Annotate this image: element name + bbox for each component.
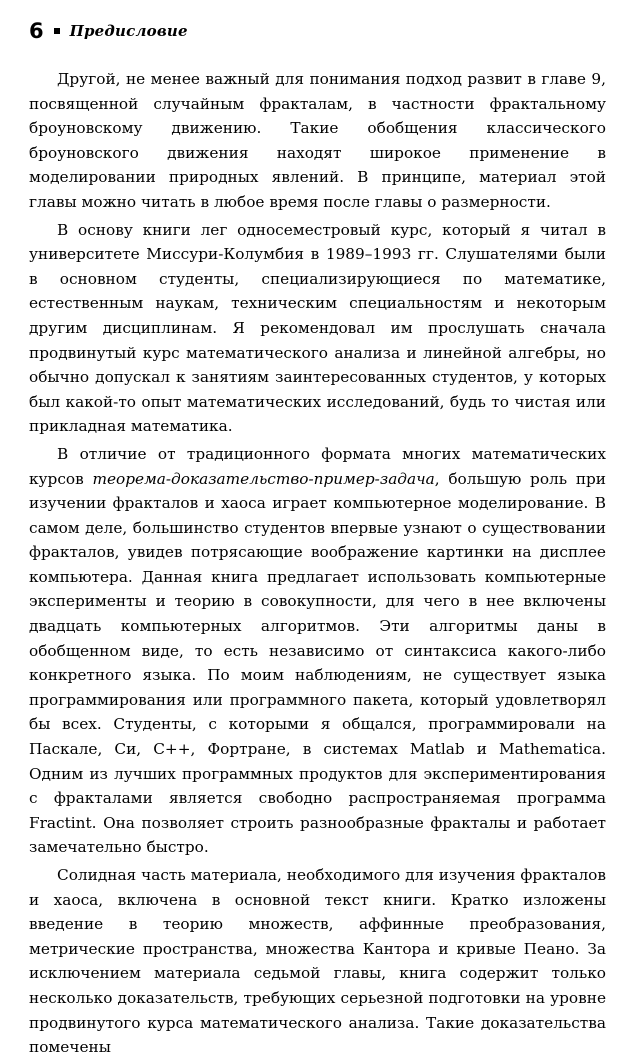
running-head	[29, 17, 188, 45]
paragraph-1: Другой, не менее важный для понимания подход развит в главе 9, посвященной случайным фракталам, в частности фрактальному броуновскому движению. Такие обобщения классического броуновского движения находят широкое применение в моделировании природных явлений. В принципе, материал этой главы можно читать в любое время после главы о размерности.	[29, 70, 606, 211]
paragraph-3	[29, 442, 606, 860]
section-title: Предисловие	[69, 22, 188, 40]
page-number: 6	[29, 19, 44, 43]
paragraph-4: Солидная часть материала, необходимого для изучения фракталов и хаоса, включена в основной текст книги. Кратко изложены введение в теорию множеств, аффинные преобразования, метрические пространства, множества Кантора и кривые Пеано. За исключением материала седьмой главы, книга содержит только несколько доказательств, требующих серьезной подготовки на уровне продвинутого курса математического анализа. Такие доказательства помечены	[29, 866, 606, 1057]
paragraph-2: В основу книги лег односеместровый курс, который я читал в университете Миссури-Колумбия в 1989–1993 гг. Слушателями были в основном студенты, специализирующиеся по математике, естественным наукам, техническим специальностям и некоторым другим дисциплинам. Я рекомендовал им прослушать сначала продвинутый курс математического анализа и линейной алгебры, но обычно допускал к занятиям заинтересованных студентов, у которых был какой-то опыт математических исследований, будь то чистая или прикладная математика.	[29, 220, 606, 436]
emphasized-term: теорема-доказательство-пример-задача	[92, 469, 435, 488]
bullet-icon	[54, 28, 60, 34]
paragraph-3-lead: В отличие от традиционного формата многих математических курсов	[29, 444, 606, 488]
paragraph-3-rest: , большую роль при изучении фракталов и хаоса играет компьютерное моделирование. В самом деле, большинство студентов впервые узнают о существовании фракталов, увидев потрясающие воображение картинки на дисплее компьютера. Данная книга предлагает использовать компьютерные эксперименты и теорию в совокупности, для чего в нее включены двадцать компьютерных алгоритмов. Эти алгоритмы даны в обобщенном виде, то есть независимо от синтаксиса какого-либо конкретного языка. По моим наблюдениям, не существует языка программирования или программного пакета, который удовлетворял бы всех. Студенты, с которыми я общался, программировали на Паскале, Си, C++, Фортране, в системах Matlab и Mathematica. Одним из лучших программных продуктов для экспериментирования с фракталами является свободно распространяемая программа Fractint. Она позволяет строить разнообразные фракталы и работает замечательно быстро.	[29, 469, 607, 857]
body-text	[29, 67, 606, 1063]
